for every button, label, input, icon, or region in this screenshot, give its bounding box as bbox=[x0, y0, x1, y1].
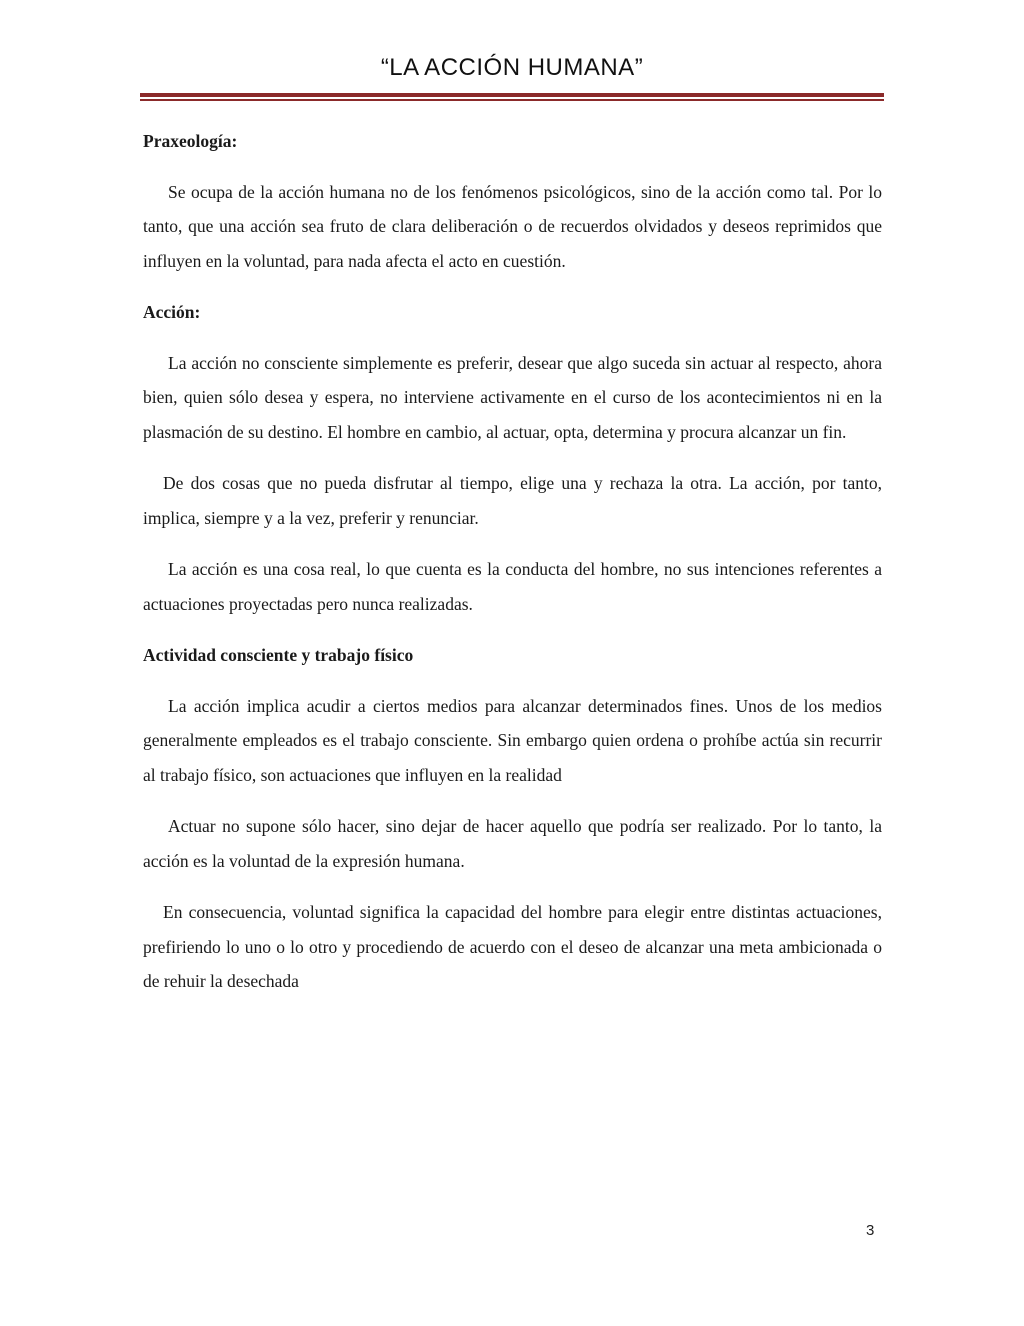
paragraph: La acción es una cosa real, lo que cuenta es la conducta del hombre, no sus intenciones referentes a actuaciones proyectadas pero nunca realizadas. bbox=[143, 559, 882, 614]
header-rule-thick bbox=[140, 93, 884, 97]
paragraph: De dos cosas que no pueda disfrutar al tiempo, elige una y rechaza la otra. La acción, por tanto, implica, siempre y a la vez, preferir y renunciar. bbox=[143, 473, 882, 528]
paragraph: En consecuencia, voluntad significa la capacidad del hombre para elegir entre distintas actuaciones, prefiriendo lo uno o lo otro y procediendo de acuerdo con el deseo de alcanzar una meta ambicionada o de rehuir la desechada bbox=[143, 902, 882, 991]
header-rule bbox=[140, 93, 884, 102]
body-content bbox=[143, 124, 882, 1016]
paragraph: La acción implica acudir a ciertos medios para alcanzar determinados fines. Unos de los medios generalmente empleados es el trabajo consciente. Sin embargo quien ordena o prohíbe actúa sin recurrir al trabajo físico, son actuaciones que influyen en la realidad bbox=[143, 695, 882, 785]
paragraph: La acción no consciente simplemente es preferir, desear que algo suceda sin actuar al respecto, ahora bien, quien sólo desea y espera, no interviene activamente en el curso de los acontecimientos ni en la plasmación de su destino. El hombre en cambio, al actuar, opta, determina y procura alcanzar un fin. bbox=[143, 352, 882, 442]
page-number: 3 bbox=[866, 1222, 875, 1239]
running-header-title: “LA ACCIÓN HUMANA” bbox=[380, 54, 644, 81]
section-heading-accion: Acción: bbox=[143, 302, 201, 322]
paragraph: Actuar no supone sólo hacer, sino dejar de hacer aquello que podría ser realizado. Por lo tanto, la acción es la voluntad de la expresión humana. bbox=[143, 816, 882, 871]
section-heading-praxeologia: Praxeología: bbox=[143, 131, 238, 151]
header-rule-thin bbox=[140, 99, 884, 101]
section-heading-actividad: Actividad consciente y trabajo físico bbox=[143, 645, 414, 665]
paragraph: Se ocupa de la acción humana no de los fenómenos psicológicos, sino de la acción como tal. Por lo tanto, que una acción sea fruto de clara deliberación o de recuerdos olvidados y deseos reprimidos que influyen en la voluntad, para nada afecta el acto en cuestión. bbox=[143, 181, 882, 271]
